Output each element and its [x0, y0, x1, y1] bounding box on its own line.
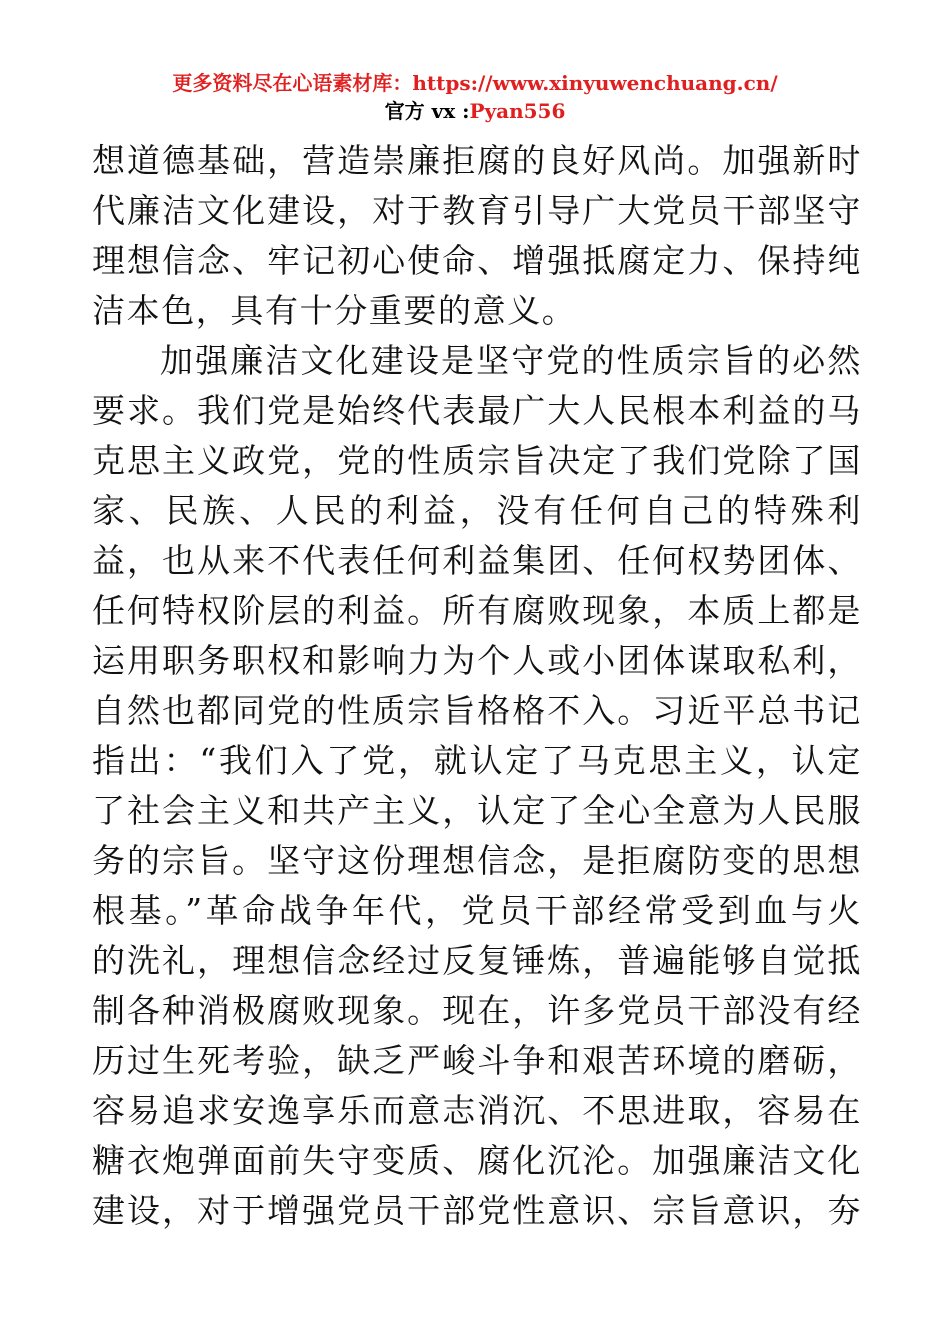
text-line: 自然也都同党的性质宗旨格格不入。习近平总书记 [92, 691, 862, 730]
text-line: 益，也从来不代表任何利益集团、任何权势团体、 [92, 541, 862, 580]
text-line: 糖衣炮弹面前失守变质、腐化沉沦。加强廉洁文化 [92, 1141, 862, 1180]
text-line: 容易追求安逸享乐而意志消沉、不思进取，容易在 [92, 1091, 862, 1130]
text-line: 理想信念、牢记初心使命、增强抵腐定力、保持纯 [92, 241, 862, 280]
text-line: 根基。”革命战争年代，党员干部经常受到血与火 [92, 891, 862, 930]
wechat-id: Pyan556 [469, 99, 566, 123]
text-line: 的洗礼，理想信念经过反复锤炼，普遍能够自觉抵 [92, 941, 862, 980]
page-header [0, 70, 950, 124]
wechat-line [0, 98, 950, 124]
promo-line: 更多资料尽在心语素材库：https://www.xinyuwenchuang.cn/ [172, 71, 778, 95]
text-line: 运用职务职权和影响力为个人或小团体谋取私利， [92, 641, 862, 680]
body-text [92, 136, 862, 1236]
text-line: 指出：“我们入了党，就认定了马克思主义，认定 [92, 741, 862, 780]
text-line: 历过生死考验，缺乏严峻斗争和艰苦环境的磨砺， [92, 1041, 862, 1080]
text-line: 建设，对于增强党员干部党性意识、宗旨意识，夯 [92, 1191, 862, 1230]
paragraph [92, 136, 862, 336]
text-line: 制各种消极腐败现象。现在，许多党员干部没有经 [92, 991, 862, 1030]
text-line: 要求。我们党是始终代表最广大人民根本利益的马 [92, 391, 862, 430]
text-line: 洁本色，具有十分重要的意义。 [92, 291, 577, 330]
text-line: 加强廉洁文化建设是坚守党的性质宗旨的必然 [160, 341, 862, 380]
text-line: 务的宗旨。坚守这份理想信念，是拒腐防变的思想 [92, 841, 862, 880]
text-line: 任何特权阶层的利益。所有腐败现象，本质上都是 [92, 591, 862, 630]
text-line: 代廉洁文化建设，对于教育引导广大党员干部坚守 [92, 191, 862, 230]
wechat-label: 官方 vx : [384, 99, 470, 123]
text-line: 家、民族、人民的利益，没有任何自己的特殊利 [92, 491, 862, 530]
text-line: 想道德基础，营造崇廉拒腐的良好风尚。加强新时 [92, 141, 862, 180]
paragraph [92, 336, 862, 1236]
text-line: 了社会主义和共产主义，认定了全心全意为人民服 [92, 791, 862, 830]
text-line: 克思主义政党，党的性质宗旨决定了我们党除了国 [92, 441, 862, 480]
